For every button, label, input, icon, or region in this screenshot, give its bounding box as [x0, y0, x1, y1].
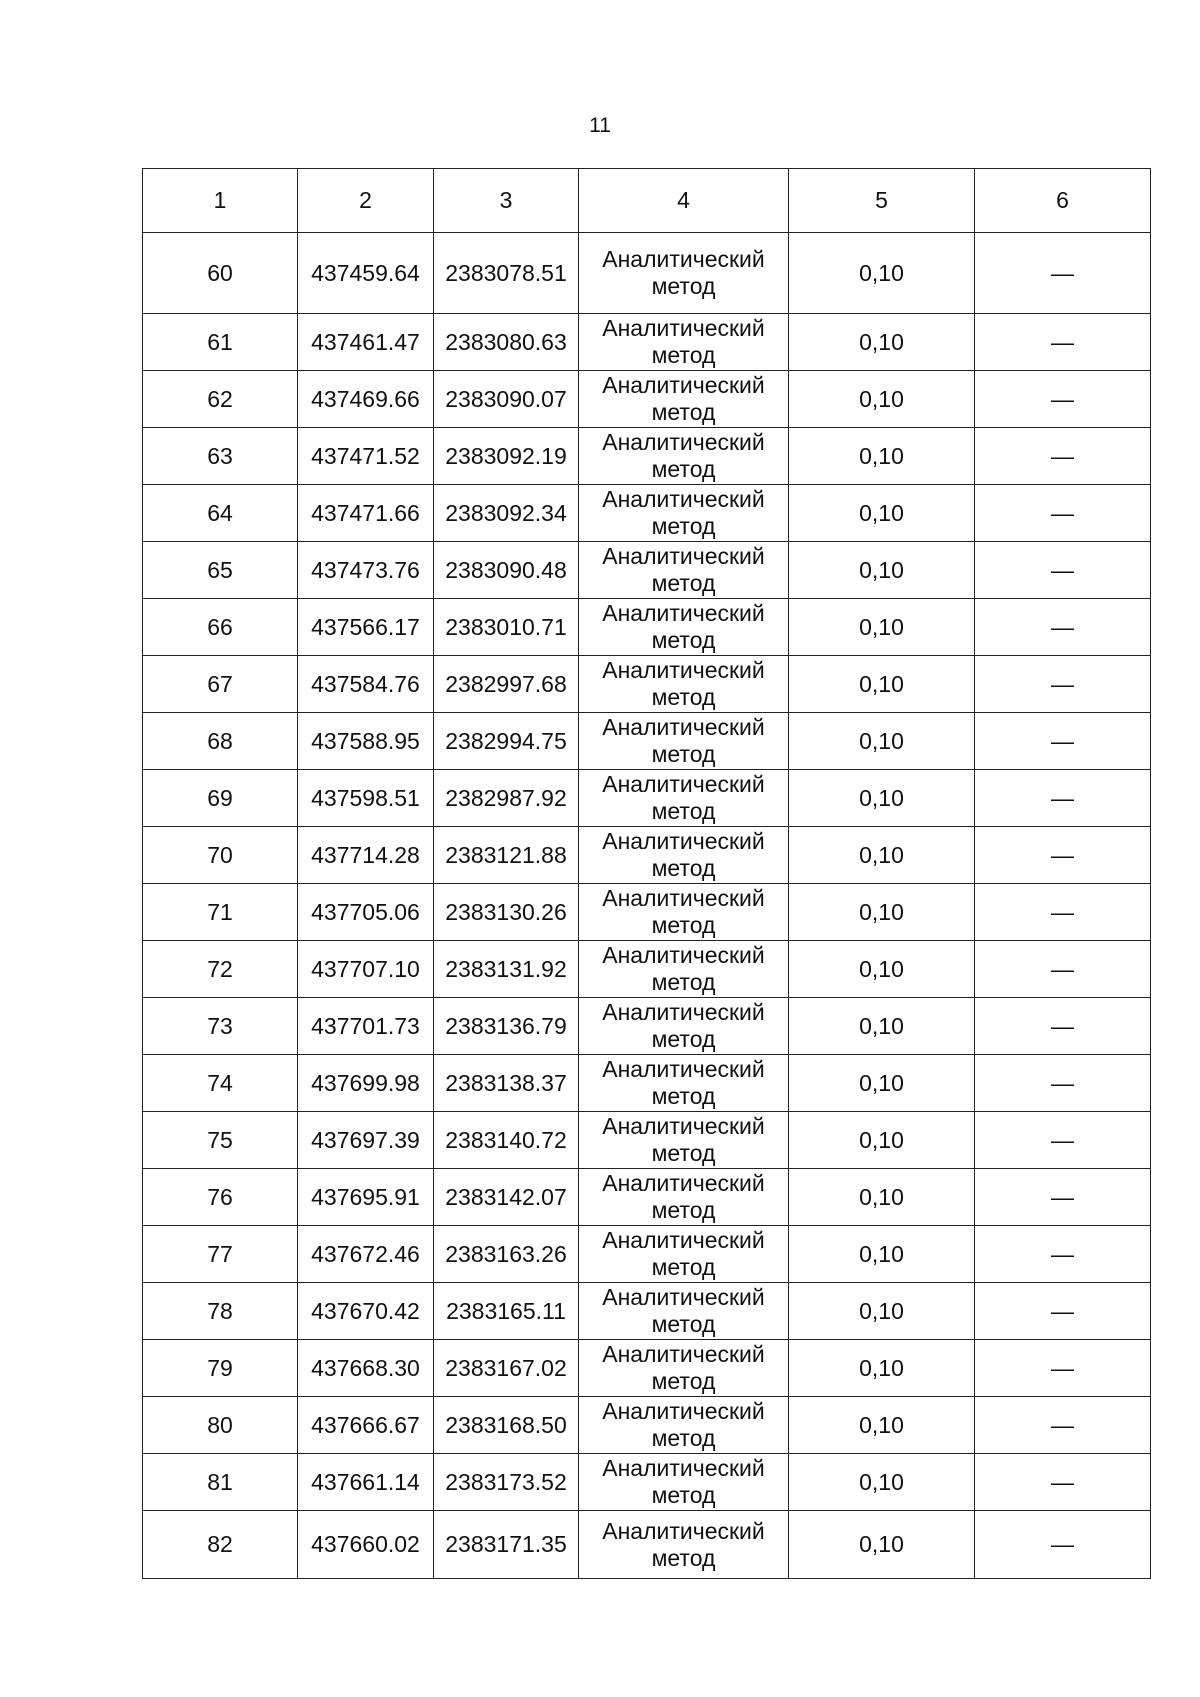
accuracy-cell: 0,10	[789, 998, 975, 1055]
method-cell	[579, 884, 789, 941]
table-row	[143, 371, 1151, 428]
point-number-cell: 71	[143, 884, 298, 941]
y-coordinate-cell: 2383092.34	[434, 485, 579, 542]
point-number-cell: 62	[143, 371, 298, 428]
method-line-1: Аналитический	[602, 828, 765, 854]
y-coordinate-cell: 2383167.02	[434, 1340, 579, 1397]
x-coordinate-cell: 437566.17	[298, 599, 434, 656]
point-number-cell: 76	[143, 1169, 298, 1226]
header-cell-6: 6	[975, 169, 1151, 233]
method-cell	[579, 998, 789, 1055]
y-coordinate-cell: 2383171.35	[434, 1511, 579, 1579]
method-line-1: Аналитический	[602, 1113, 765, 1139]
table-row	[143, 1511, 1151, 1579]
x-coordinate-cell: 437473.76	[298, 542, 434, 599]
method-line-1: Аналитический	[602, 1170, 765, 1196]
table-row	[143, 656, 1151, 713]
method-cell	[579, 1454, 789, 1511]
y-coordinate-cell: 2383173.52	[434, 1454, 579, 1511]
table-row	[143, 884, 1151, 941]
accuracy-cell: 0,10	[789, 884, 975, 941]
x-coordinate-cell: 437461.47	[298, 314, 434, 371]
method-cell	[579, 1226, 789, 1283]
method-cell	[579, 1397, 789, 1454]
accuracy-cell: 0,10	[789, 1340, 975, 1397]
method-cell	[579, 599, 789, 656]
method-line-2: метод	[651, 273, 716, 299]
accuracy-cell: 0,10	[789, 656, 975, 713]
x-coordinate-cell: 437699.98	[298, 1055, 434, 1112]
method-cell	[579, 1340, 789, 1397]
method-line-1: Аналитический	[602, 1398, 765, 1424]
point-number-cell: 79	[143, 1340, 298, 1397]
y-coordinate-cell: 2383163.26	[434, 1226, 579, 1283]
table-row	[143, 1397, 1151, 1454]
table-row	[143, 998, 1151, 1055]
x-coordinate-cell: 437697.39	[298, 1112, 434, 1169]
method-cell	[579, 713, 789, 770]
y-coordinate-cell: 2383092.19	[434, 428, 579, 485]
method-cell	[579, 1511, 789, 1579]
header-cell-2: 2	[298, 169, 434, 233]
method-cell	[579, 485, 789, 542]
method-cell	[579, 1055, 789, 1112]
note-cell: —	[975, 1055, 1151, 1112]
point-number-cell: 74	[143, 1055, 298, 1112]
method-cell	[579, 827, 789, 884]
y-coordinate-cell: 2383010.71	[434, 599, 579, 656]
method-line-1: Аналитический	[602, 1227, 765, 1253]
table-row	[143, 599, 1151, 656]
note-cell: —	[975, 485, 1151, 542]
point-number-cell: 75	[143, 1112, 298, 1169]
point-number-cell: 73	[143, 998, 298, 1055]
method-line-1: Аналитический	[602, 1341, 765, 1367]
accuracy-cell: 0,10	[789, 1055, 975, 1112]
y-coordinate-cell: 2383138.37	[434, 1055, 579, 1112]
method-line-2: метод	[651, 798, 716, 824]
y-coordinate-cell: 2383140.72	[434, 1112, 579, 1169]
method-line-2: метод	[651, 1425, 716, 1451]
accuracy-cell: 0,10	[789, 1112, 975, 1169]
method-line-1: Аналитический	[602, 600, 765, 626]
method-line-1: Аналитический	[602, 1455, 765, 1481]
point-number-cell: 67	[143, 656, 298, 713]
header-cell-1: 1	[143, 169, 298, 233]
x-coordinate-cell: 437598.51	[298, 770, 434, 827]
x-coordinate-cell: 437705.06	[298, 884, 434, 941]
note-cell: —	[975, 656, 1151, 713]
note-cell: —	[975, 998, 1151, 1055]
table-row	[143, 542, 1151, 599]
point-number-cell: 65	[143, 542, 298, 599]
y-coordinate-cell: 2382997.68	[434, 656, 579, 713]
x-coordinate-cell: 437661.14	[298, 1454, 434, 1511]
method-line-1: Аналитический	[602, 1517, 765, 1544]
method-line-1: Аналитический	[602, 315, 765, 341]
point-number-cell: 63	[143, 428, 298, 485]
note-cell: —	[975, 1169, 1151, 1226]
note-cell: —	[975, 599, 1151, 656]
note-cell: —	[975, 371, 1151, 428]
page-number: 11	[589, 114, 611, 137]
x-coordinate-cell: 437707.10	[298, 941, 434, 998]
x-coordinate-cell: 437695.91	[298, 1169, 434, 1226]
x-coordinate-cell: 437584.76	[298, 656, 434, 713]
note-cell: —	[975, 1112, 1151, 1169]
table-row	[143, 1283, 1151, 1340]
accuracy-cell: 0,10	[789, 1283, 975, 1340]
point-number-cell: 81	[143, 1454, 298, 1511]
note-cell: —	[975, 1511, 1151, 1579]
table-row	[143, 941, 1151, 998]
table-row	[143, 1169, 1151, 1226]
x-coordinate-cell: 437459.64	[298, 233, 434, 314]
table-row	[143, 485, 1151, 542]
accuracy-cell: 0,10	[789, 233, 975, 314]
y-coordinate-cell: 2383090.07	[434, 371, 579, 428]
method-line-1: Аналитический	[602, 942, 765, 968]
point-number-cell: 61	[143, 314, 298, 371]
method-line-1: Аналитический	[602, 885, 765, 911]
accuracy-cell: 0,10	[789, 1397, 975, 1454]
method-line-1: Аналитический	[602, 246, 765, 272]
note-cell: —	[975, 542, 1151, 599]
method-line-1: Аналитический	[602, 1056, 765, 1082]
method-cell	[579, 542, 789, 599]
note-cell: —	[975, 314, 1151, 371]
point-number-cell: 80	[143, 1397, 298, 1454]
table-row	[143, 827, 1151, 884]
point-number-cell: 72	[143, 941, 298, 998]
accuracy-cell: 0,10	[789, 827, 975, 884]
accuracy-cell: 0,10	[789, 1226, 975, 1283]
method-line-1: Аналитический	[602, 543, 765, 569]
method-line-2: метод	[651, 342, 716, 368]
y-coordinate-cell: 2383078.51	[434, 233, 579, 314]
note-cell: —	[975, 827, 1151, 884]
point-number-cell: 60	[143, 233, 298, 314]
method-line-2: метод	[651, 513, 716, 539]
y-coordinate-cell: 2383165.11	[434, 1283, 579, 1340]
y-coordinate-cell: 2383142.07	[434, 1169, 579, 1226]
method-line-2: метод	[651, 399, 716, 425]
method-cell	[579, 1169, 789, 1226]
x-coordinate-cell: 437666.67	[298, 1397, 434, 1454]
point-number-cell: 64	[143, 485, 298, 542]
method-line-2: метод	[651, 1482, 716, 1508]
table-row	[143, 770, 1151, 827]
method-cell	[579, 371, 789, 428]
y-coordinate-cell: 2382994.75	[434, 713, 579, 770]
header-cell-3: 3	[434, 169, 579, 233]
method-line-2: метод	[651, 1083, 716, 1109]
method-cell	[579, 428, 789, 485]
table-row	[143, 314, 1151, 371]
table-row	[143, 1454, 1151, 1511]
method-line-1: Аналитический	[602, 657, 765, 683]
method-line-1: Аналитический	[602, 372, 765, 398]
table-row	[143, 1055, 1151, 1112]
x-coordinate-cell: 437471.66	[298, 485, 434, 542]
table-row	[143, 428, 1151, 485]
accuracy-cell: 0,10	[789, 1169, 975, 1226]
accuracy-cell: 0,10	[789, 1454, 975, 1511]
accuracy-cell: 0,10	[789, 941, 975, 998]
accuracy-cell: 0,10	[789, 713, 975, 770]
note-cell: —	[975, 884, 1151, 941]
method-line-2: метод	[651, 1368, 716, 1394]
table-row	[143, 1112, 1151, 1169]
note-cell: —	[975, 233, 1151, 314]
header-row	[143, 169, 1151, 233]
x-coordinate-cell: 437672.46	[298, 1226, 434, 1283]
x-coordinate-cell: 437670.42	[298, 1283, 434, 1340]
method-line-2: метод	[651, 1026, 716, 1052]
point-number-cell: 68	[143, 713, 298, 770]
table-row	[143, 1226, 1151, 1283]
method-line-1: Аналитический	[602, 486, 765, 512]
method-cell	[579, 1112, 789, 1169]
x-coordinate-cell: 437469.66	[298, 371, 434, 428]
note-cell: —	[975, 1340, 1151, 1397]
x-coordinate-cell: 437471.52	[298, 428, 434, 485]
y-coordinate-cell: 2383131.92	[434, 941, 579, 998]
x-coordinate-cell: 437588.95	[298, 713, 434, 770]
method-line-2: метод	[651, 1544, 716, 1571]
method-line-2: метод	[651, 912, 716, 938]
point-number-cell: 78	[143, 1283, 298, 1340]
method-line-2: метод	[651, 456, 716, 482]
method-line-2: метод	[651, 684, 716, 710]
accuracy-cell: 0,10	[789, 485, 975, 542]
method-cell	[579, 941, 789, 998]
note-cell: —	[975, 1397, 1151, 1454]
method-line-2: метод	[651, 1197, 716, 1223]
method-line-2: метод	[651, 969, 716, 995]
header-cell-5: 5	[789, 169, 975, 233]
x-coordinate-cell: 437660.02	[298, 1511, 434, 1579]
method-cell	[579, 770, 789, 827]
method-line-2: метод	[651, 570, 716, 596]
method-line-2: метод	[651, 855, 716, 881]
accuracy-cell: 0,10	[789, 542, 975, 599]
table-body	[143, 169, 1151, 1579]
y-coordinate-cell: 2383130.26	[434, 884, 579, 941]
accuracy-cell: 0,10	[789, 371, 975, 428]
y-coordinate-cell: 2383168.50	[434, 1397, 579, 1454]
accuracy-cell: 0,10	[789, 428, 975, 485]
method-cell	[579, 1283, 789, 1340]
note-cell: —	[975, 941, 1151, 998]
accuracy-cell: 0,10	[789, 1511, 975, 1579]
method-line-2: метод	[651, 1254, 716, 1280]
point-number-cell: 70	[143, 827, 298, 884]
accuracy-cell: 0,10	[789, 314, 975, 371]
x-coordinate-cell: 437701.73	[298, 998, 434, 1055]
y-coordinate-cell: 2383090.48	[434, 542, 579, 599]
method-line-2: метод	[651, 1311, 716, 1337]
method-line-1: Аналитический	[602, 429, 765, 455]
y-coordinate-cell: 2383121.88	[434, 827, 579, 884]
method-line-1: Аналитический	[602, 714, 765, 740]
y-coordinate-cell: 2383136.79	[434, 998, 579, 1055]
method-line-2: метод	[651, 627, 716, 653]
method-line-1: Аналитический	[602, 999, 765, 1025]
table-row	[143, 713, 1151, 770]
note-cell: —	[975, 713, 1151, 770]
note-cell: —	[975, 770, 1151, 827]
method-line-1: Аналитический	[602, 1284, 765, 1310]
point-number-cell: 66	[143, 599, 298, 656]
method-cell	[579, 656, 789, 713]
method-line-1: Аналитический	[602, 771, 765, 797]
point-number-cell: 82	[143, 1511, 298, 1579]
y-coordinate-cell: 2382987.92	[434, 770, 579, 827]
method-cell	[579, 314, 789, 371]
method-cell	[579, 233, 789, 314]
point-number-cell: 77	[143, 1226, 298, 1283]
accuracy-cell: 0,10	[789, 599, 975, 656]
method-line-2: метод	[651, 741, 716, 767]
accuracy-cell: 0,10	[789, 770, 975, 827]
y-coordinate-cell: 2383080.63	[434, 314, 579, 371]
point-number-cell: 69	[143, 770, 298, 827]
table-row	[143, 1340, 1151, 1397]
table-row	[143, 233, 1151, 314]
coordinates-table	[142, 168, 1151, 1579]
x-coordinate-cell: 437668.30	[298, 1340, 434, 1397]
header-cell-4: 4	[579, 169, 789, 233]
method-line-2: метод	[651, 1140, 716, 1166]
note-cell: —	[975, 428, 1151, 485]
note-cell: —	[975, 1283, 1151, 1340]
note-cell: —	[975, 1454, 1151, 1511]
note-cell: —	[975, 1226, 1151, 1283]
x-coordinate-cell: 437714.28	[298, 827, 434, 884]
